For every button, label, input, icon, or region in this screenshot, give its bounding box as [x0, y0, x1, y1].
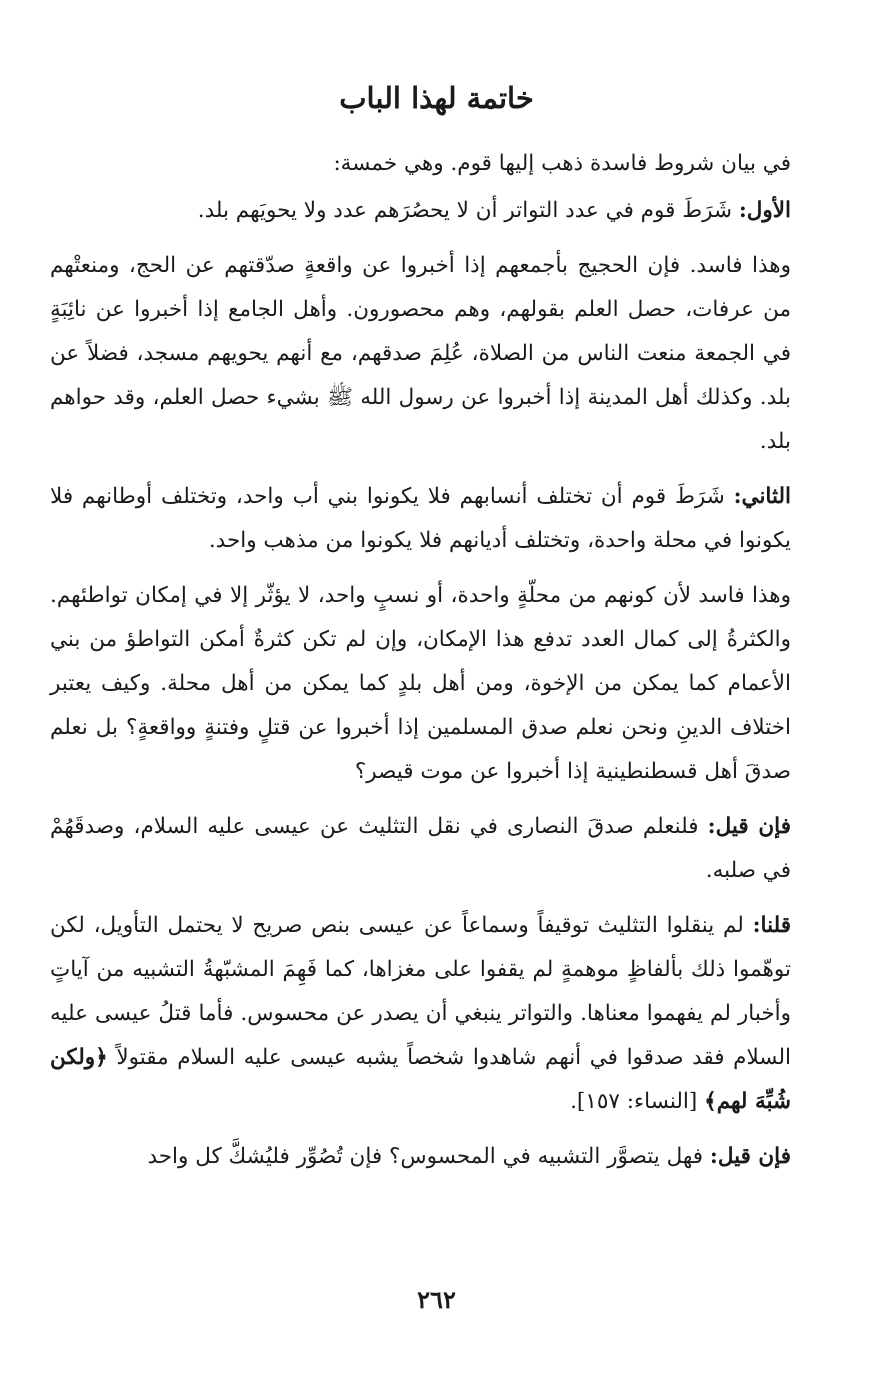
- paragraph-text: شَرَطَ قوم في عدد التواتر أن لا يحصُرَهم عدد ولا يحويَهم بلد.: [197, 198, 739, 223]
- paragraph-second-condition: [50, 475, 791, 563]
- paragraph-reply-1: [50, 904, 791, 1124]
- paragraph-lead: فإن قيل:: [709, 1144, 791, 1169]
- paragraph-text: في بيان شروط فاسدة ذهب إليها قوم. وهي خمسة:: [333, 151, 791, 176]
- paragraph-text: لم ينقلوا التثليث توقيفاً وسماعاً عن عيسى بنص صريح لا يحتمل التأويل، لكن توهّموا ذلك بألفاظٍ موهمةٍ لم يقفوا على مغزاها، كما فَهِمَ المشبّهةُ التشبيه من آياتٍ وأخبار لم يفهموا معناها. والتواتر ينبغي أن يصدر عن محسوس. فأما قتلُ عيسى عليه السلام فقد صدقوا في أنهم شاهدوا شخصاً يشبه عيسى عليه السلام مقتولاً: [50, 913, 791, 1070]
- paragraph-text: شَرَطَ قوم أن تختلف أنسابهم فلا يكونوا بني أب واحد، وتختلف أوطانهم فلا يكونوا في محلة واحدة، وتختلف أديانهم فلا يكونوا من مذهب واحد.: [50, 484, 791, 553]
- paragraph-lead: فإن قيل:: [707, 814, 791, 839]
- paragraph-text: فهل يتصوَّر التشبيه في المحسوس؟ فإن تُصُوِّر فليُشكَّ كل واحد: [147, 1144, 710, 1169]
- paragraph-lead: قلنا:: [752, 913, 791, 938]
- paragraph-objection-1: [50, 805, 791, 893]
- intro-paragraph: [50, 142, 791, 186]
- page-number: ٢٦٢: [417, 1285, 456, 1314]
- paragraph-text: فلنعلم صدقَ النصارى في نقل التثليث عن عيسى عليه السلام، وصدقَهُمْ في صلبه.: [50, 814, 791, 883]
- paragraph-lead: الثاني:: [733, 484, 791, 509]
- paragraph-objection-2: [50, 1135, 791, 1179]
- quran-quote: ﴿ولكن شُبِّهَ لهم﴾: [50, 1045, 791, 1114]
- body-text: [50, 142, 791, 1190]
- paragraph-refutation-1: [50, 244, 791, 464]
- paragraph-first-condition: [50, 189, 791, 233]
- section-title: خاتمة لهذا الباب: [339, 81, 534, 115]
- paragraph-text: وهذا فاسد لأن كونهم من محلّةٍ واحدة، أو نسبٍ واحد، لا يؤثّر إلا في إمكان تواطئهم. والكثرةُ إلى كمال العدد تدفع هذا الإمكان، وإن لم تكن كثرةٌ أمكن التواطؤ من بني الأعمام كما يمكن من الإخوة، ومن أهل بلدٍ كما يمكن من أهل محلة. وكيف يعتبر اختلاف الدينِ ونحن نعلم صدق المسلمين إذا أخبروا عن قتلٍ وفتنةٍ وواقعةٍ؟ بل نعلم صدقَ أهل قسطنطينية إذا أخبروا عن موت قيصر؟: [50, 583, 791, 784]
- paragraph-text: وهذا فاسد. فإن الحجيج بأجمعهم إذا أخبروا عن واقعةٍ صدّقتهم عن الحج، ومنعتْهم من عرفات، حصل العلم بقولهم، وهم محصورون. وأهل الجامع إذا أخبروا عن نائِبَةٍ في الجمعة منعت الناس من الصلاة، عُلِمَ صدقهم، مع أنهم يحويهم مسجد، فضلاً عن بلد. وكذلك أهل المدينة إذا أخبروا عن رسول الله ﷺ بشيء حصل العلم، وقد حواهم بلد.: [50, 253, 791, 454]
- quran-reference: [النساء: ١٥٧].: [570, 1089, 705, 1114]
- paragraph-refutation-2: [50, 574, 791, 794]
- paragraph-lead: الأول:: [738, 198, 791, 223]
